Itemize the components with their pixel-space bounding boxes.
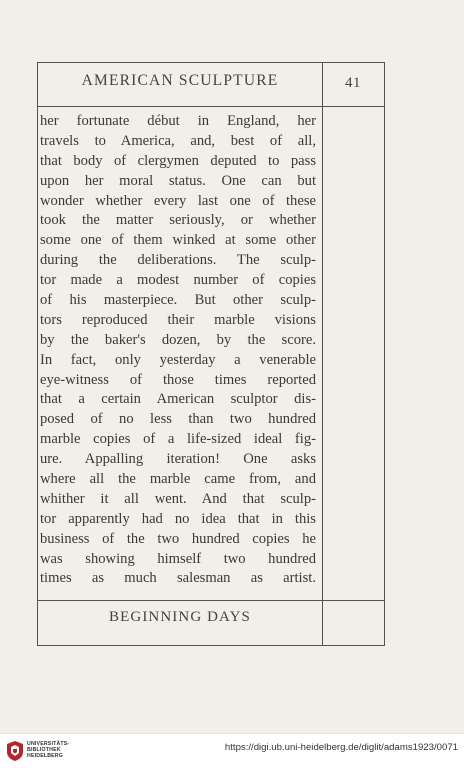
frame-top-rule	[37, 62, 385, 63]
text-line: business of the two hundred copies he	[40, 530, 316, 547]
frame-left-rule	[37, 62, 38, 646]
frame-bottom-rule	[37, 645, 385, 646]
text-line: upon her moral status. One can but	[40, 172, 316, 189]
header-bottom-rule	[37, 106, 385, 107]
text-line: that body of clergymen deputed to pass	[40, 152, 316, 169]
page-number: 41	[345, 75, 361, 91]
text-line: was showing himself two hundred	[40, 550, 316, 567]
text-line: took the matter seriously, or whether	[40, 212, 316, 229]
footer-top-rule	[37, 600, 385, 601]
column-divider	[322, 62, 323, 646]
library-logo	[5, 739, 70, 763]
text-line: tors reproduced their marble visions	[40, 311, 316, 328]
running-title: AMERICAN SCULPTURE	[81, 72, 279, 89]
text-line: times as much salesman as artist.	[40, 570, 316, 587]
library-seal-icon	[5, 740, 25, 762]
text-line: marble copies of a life-sized ideal fig-	[40, 431, 316, 448]
library-name: UNIVERSITÄTS- BIBLIOTHEK HEIDELBERG	[27, 741, 70, 760]
text-line: her fortunate début in England, her	[40, 113, 316, 129]
text-line: In fact, only yesterday a venerable	[40, 351, 316, 368]
frame-right-rule	[384, 62, 385, 646]
text-line: by the baker's dozen, by the score.	[40, 331, 316, 348]
text-line: some one of them winked at some other	[40, 232, 316, 249]
text-line: ure. Appalling iteration! One asks	[40, 451, 316, 468]
source-url[interactable]: https://digi.ub.uni-heidelberg.de/diglit/adams1923/0071	[224, 742, 458, 753]
text-line: that a certain American sculptor dis-	[40, 391, 316, 408]
text-line: eye-witness of those times reported	[40, 371, 316, 388]
text-line: where all the marble came from, and	[40, 471, 316, 488]
text-line: of his masterpiece. But other sculp-	[40, 292, 316, 309]
body-paragraph	[40, 112, 316, 589]
text-line: posed of no less than two hundred	[40, 411, 316, 428]
text-line: travels to America, and, best of all,	[40, 132, 316, 149]
text-line: tor apparently had no idea that in this	[40, 510, 316, 527]
text-line: during the deliberations. The sculp-	[40, 252, 316, 269]
text-line: wonder whether every last one of these	[40, 192, 316, 209]
text-line: tor made a modest number of copies	[40, 272, 316, 289]
text-line: whither it all went. And that sculp-	[40, 490, 316, 507]
section-title: BEGINNING DAYS	[109, 609, 251, 625]
